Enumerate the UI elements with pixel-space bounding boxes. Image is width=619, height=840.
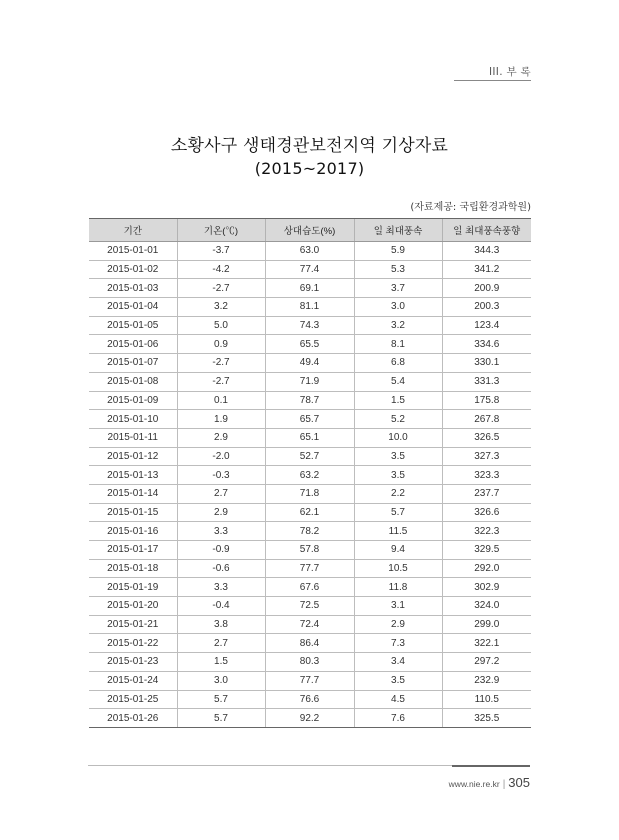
cell-max-wind-speed: 3.2: [354, 316, 442, 335]
table-row: [89, 597, 531, 616]
cell-max-wind-direction: 200.9: [442, 279, 531, 298]
table-row: [89, 335, 531, 354]
cell-max-wind-direction: 302.9: [442, 578, 531, 597]
table-row: [89, 559, 531, 578]
cell-humidity: 80.3: [265, 653, 354, 672]
cell-humidity: 78.2: [265, 522, 354, 541]
cell-humidity: 65.7: [265, 410, 354, 429]
cell-max-wind-direction: 297.2: [442, 653, 531, 672]
cell-temperature: 1.9: [177, 410, 265, 429]
cell-max-wind-direction: 326.6: [442, 503, 531, 522]
cell-temperature: 5.7: [177, 690, 265, 709]
cell-max-wind-direction: 323.3: [442, 466, 531, 485]
table-row: [89, 634, 531, 653]
table-row: [89, 410, 531, 429]
cell-temperature: -0.6: [177, 559, 265, 578]
cell-date: 2015-01-03: [89, 279, 177, 298]
cell-max-wind-speed: 5.7: [354, 503, 442, 522]
cell-max-wind-direction: 292.0: [442, 559, 531, 578]
cell-max-wind-speed: 4.5: [354, 690, 442, 709]
cell-date: 2015-01-25: [89, 690, 177, 709]
cell-humidity: 77.4: [265, 260, 354, 279]
table-row: [89, 615, 531, 634]
cell-date: 2015-01-10: [89, 410, 177, 429]
cell-date: 2015-01-02: [89, 260, 177, 279]
cell-humidity: 72.5: [265, 597, 354, 616]
table-row: [89, 541, 531, 560]
cell-max-wind-direction: 110.5: [442, 690, 531, 709]
column-header-temperature: 기온(℃): [177, 219, 265, 242]
cell-date: 2015-01-05: [89, 316, 177, 335]
cell-max-wind-direction: 299.0: [442, 615, 531, 634]
cell-max-wind-direction: 175.8: [442, 391, 531, 410]
cell-date: 2015-01-01: [89, 242, 177, 261]
data-source-note: (자료제공: 국립환경과학원): [410, 202, 531, 213]
cell-humidity: 69.1: [265, 279, 354, 298]
cell-humidity: 77.7: [265, 671, 354, 690]
table-row: [89, 671, 531, 690]
cell-temperature: 3.8: [177, 615, 265, 634]
cell-max-wind-speed: 3.5: [354, 447, 442, 466]
page-subtitle-years: (2015~2017): [254, 159, 365, 178]
cell-temperature: 1.5: [177, 653, 265, 672]
cell-temperature: 3.3: [177, 522, 265, 541]
cell-temperature: -2.0: [177, 447, 265, 466]
footer-url: www.nie.re.kr: [448, 779, 500, 789]
header-rule: [454, 80, 531, 81]
cell-max-wind-direction: 341.2: [442, 260, 531, 279]
cell-max-wind-speed: 5.2: [354, 410, 442, 429]
cell-max-wind-speed: 3.5: [354, 671, 442, 690]
table-row: [89, 242, 531, 261]
cell-humidity: 57.8: [265, 541, 354, 560]
table-row: [89, 522, 531, 541]
cell-temperature: -0.9: [177, 541, 265, 560]
cell-max-wind-speed: 7.3: [354, 634, 442, 653]
cell-max-wind-speed: 7.6: [354, 709, 442, 728]
cell-max-wind-direction: 322.3: [442, 522, 531, 541]
cell-date: 2015-01-07: [89, 354, 177, 373]
cell-max-wind-direction: 327.3: [442, 447, 531, 466]
cell-temperature: 0.9: [177, 335, 265, 354]
cell-max-wind-direction: 232.9: [442, 671, 531, 690]
cell-date: 2015-01-24: [89, 671, 177, 690]
cell-date: 2015-01-20: [89, 597, 177, 616]
cell-humidity: 78.7: [265, 391, 354, 410]
column-header-max-wind-direction: 일 최대풍속풍향: [442, 219, 531, 242]
cell-max-wind-direction: 326.5: [442, 428, 531, 447]
weather-data-table: [89, 218, 531, 728]
cell-date: 2015-01-14: [89, 484, 177, 503]
cell-date: 2015-01-04: [89, 298, 177, 317]
cell-temperature: 0.1: [177, 391, 265, 410]
cell-temperature: 3.3: [177, 578, 265, 597]
footer-separator: |: [502, 779, 506, 790]
page-number: 305: [508, 775, 530, 790]
cell-date: 2015-01-08: [89, 372, 177, 391]
cell-humidity: 65.5: [265, 335, 354, 354]
table-row: [89, 503, 531, 522]
cell-humidity: 49.4: [265, 354, 354, 373]
cell-humidity: 65.1: [265, 428, 354, 447]
cell-max-wind-speed: 5.3: [354, 260, 442, 279]
cell-date: 2015-01-06: [89, 335, 177, 354]
cell-temperature: 2.7: [177, 484, 265, 503]
table-row: [89, 279, 531, 298]
column-header-max-wind-speed: 일 최대풍속: [354, 219, 442, 242]
cell-date: 2015-01-23: [89, 653, 177, 672]
cell-max-wind-speed: 8.1: [354, 335, 442, 354]
table-row: [89, 653, 531, 672]
cell-date: 2015-01-26: [89, 709, 177, 728]
cell-date: 2015-01-18: [89, 559, 177, 578]
table-row: [89, 484, 531, 503]
cell-max-wind-speed: 5.9: [354, 242, 442, 261]
cell-humidity: 76.6: [265, 690, 354, 709]
cell-date: 2015-01-21: [89, 615, 177, 634]
cell-max-wind-speed: 10.0: [354, 428, 442, 447]
cell-max-wind-speed: 2.9: [354, 615, 442, 634]
cell-date: 2015-01-16: [89, 522, 177, 541]
cell-humidity: 63.0: [265, 242, 354, 261]
cell-date: 2015-01-22: [89, 634, 177, 653]
cell-max-wind-speed: 11.5: [354, 522, 442, 541]
cell-max-wind-speed: 3.7: [354, 279, 442, 298]
cell-humidity: 71.8: [265, 484, 354, 503]
table-row: [89, 260, 531, 279]
footer-accent-rule: [452, 765, 530, 767]
table-row: [89, 316, 531, 335]
cell-humidity: 71.9: [265, 372, 354, 391]
cell-temperature: 2.9: [177, 503, 265, 522]
cell-date: 2015-01-13: [89, 466, 177, 485]
cell-humidity: 92.2: [265, 709, 354, 728]
cell-max-wind-speed: 1.5: [354, 391, 442, 410]
cell-max-wind-direction: 325.5: [442, 709, 531, 728]
cell-max-wind-speed: 3.0: [354, 298, 442, 317]
cell-temperature: 3.0: [177, 671, 265, 690]
cell-temperature: 2.7: [177, 634, 265, 653]
cell-date: 2015-01-17: [89, 541, 177, 560]
cell-temperature: 3.2: [177, 298, 265, 317]
cell-max-wind-direction: 123.4: [442, 316, 531, 335]
cell-humidity: 67.6: [265, 578, 354, 597]
table-row: [89, 466, 531, 485]
table-header-row: [89, 219, 531, 242]
cell-temperature: -2.7: [177, 372, 265, 391]
table-row: [89, 298, 531, 317]
column-header-humidity: 상대습도(%): [265, 219, 354, 242]
cell-max-wind-direction: 267.8: [442, 410, 531, 429]
cell-temperature: -2.7: [177, 279, 265, 298]
table-row: [89, 709, 531, 728]
table-row: [89, 354, 531, 373]
column-header-period: 기간: [89, 219, 177, 242]
table-row: [89, 372, 531, 391]
cell-temperature: -0.3: [177, 466, 265, 485]
footer: [449, 774, 530, 792]
page-title: 소황사구 생태경관보전지역 기상자료: [170, 136, 449, 156]
cell-max-wind-speed: 2.2: [354, 484, 442, 503]
cell-humidity: 86.4: [265, 634, 354, 653]
cell-max-wind-direction: 334.6: [442, 335, 531, 354]
cell-max-wind-speed: 3.5: [354, 466, 442, 485]
table-row: [89, 690, 531, 709]
cell-date: 2015-01-19: [89, 578, 177, 597]
cell-temperature: 5.0: [177, 316, 265, 335]
cell-max-wind-direction: 330.1: [442, 354, 531, 373]
table-row: [89, 391, 531, 410]
cell-humidity: 77.7: [265, 559, 354, 578]
cell-max-wind-speed: 10.5: [354, 559, 442, 578]
cell-temperature: -3.7: [177, 242, 265, 261]
cell-max-wind-speed: 6.8: [354, 354, 442, 373]
cell-max-wind-speed: 5.4: [354, 372, 442, 391]
cell-max-wind-speed: 3.4: [354, 653, 442, 672]
cell-max-wind-direction: 237.7: [442, 484, 531, 503]
cell-max-wind-speed: 11.8: [354, 578, 442, 597]
table-body: [89, 242, 531, 728]
cell-temperature: 2.9: [177, 428, 265, 447]
cell-max-wind-speed: 9.4: [354, 541, 442, 560]
table-row: [89, 428, 531, 447]
cell-temperature: -0.4: [177, 597, 265, 616]
cell-date: 2015-01-15: [89, 503, 177, 522]
cell-date: 2015-01-09: [89, 391, 177, 410]
table-row: [89, 578, 531, 597]
cell-humidity: 81.1: [265, 298, 354, 317]
cell-temperature: 5.7: [177, 709, 265, 728]
cell-max-wind-speed: 3.1: [354, 597, 442, 616]
cell-max-wind-direction: 322.1: [442, 634, 531, 653]
table-row: [89, 447, 531, 466]
cell-temperature: -4.2: [177, 260, 265, 279]
cell-date: 2015-01-12: [89, 447, 177, 466]
section-label: III. 부 록: [489, 66, 531, 78]
cell-max-wind-direction: 200.3: [442, 298, 531, 317]
cell-max-wind-direction: 324.0: [442, 597, 531, 616]
cell-humidity: 62.1: [265, 503, 354, 522]
cell-temperature: -2.7: [177, 354, 265, 373]
cell-max-wind-direction: 331.3: [442, 372, 531, 391]
cell-humidity: 74.3: [265, 316, 354, 335]
cell-date: 2015-01-11: [89, 428, 177, 447]
cell-max-wind-direction: 344.3: [442, 242, 531, 261]
cell-humidity: 72.4: [265, 615, 354, 634]
cell-max-wind-direction: 329.5: [442, 541, 531, 560]
cell-humidity: 63.2: [265, 466, 354, 485]
cell-humidity: 52.7: [265, 447, 354, 466]
